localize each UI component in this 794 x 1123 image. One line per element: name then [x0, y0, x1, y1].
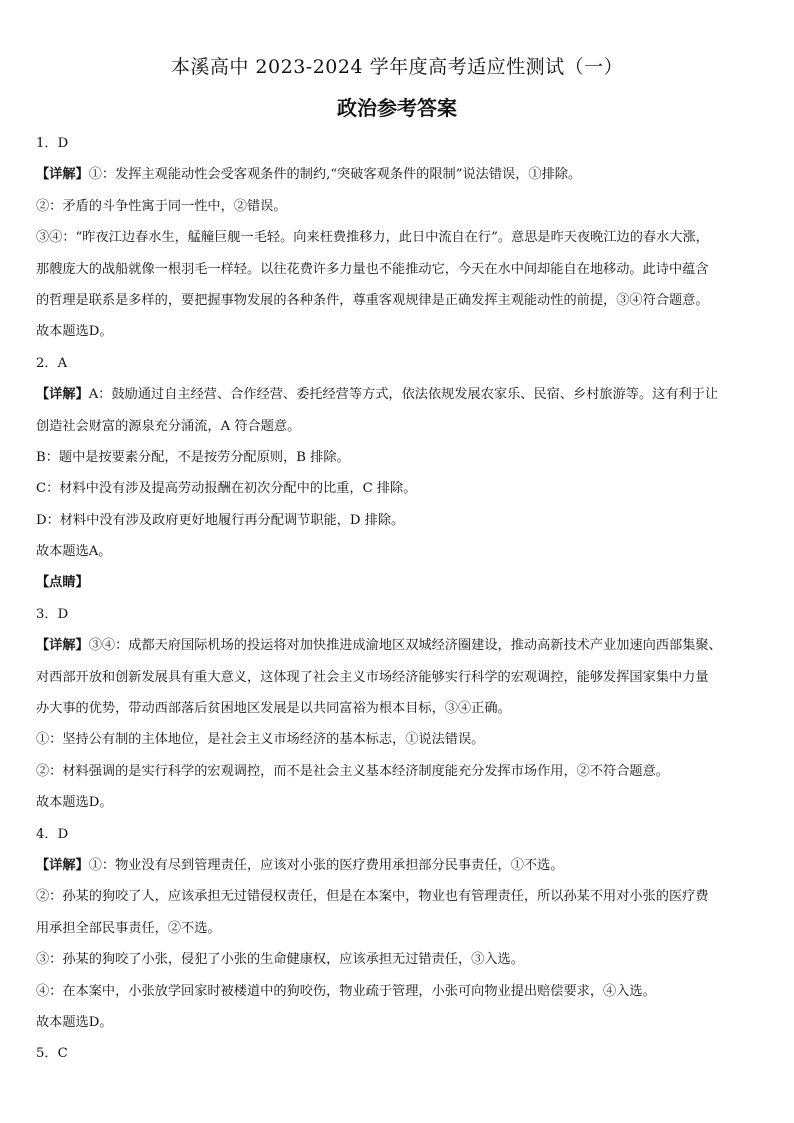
- answer-text: 2．A: [36, 355, 68, 371]
- answer-text: D：材料中没有涉及政府更好地履行再分配调节职能，D 排除。: [36, 512, 405, 528]
- answer-text: 故本题选A。: [36, 544, 112, 560]
- answer-line: [36, 881, 766, 912]
- answer-text: 4．D: [36, 826, 69, 842]
- answer-text: 办大事的优势，带动西部落后贫困地区发展是以共同富裕为根本目标，③④正确。: [36, 701, 511, 717]
- answer-text: 创造社会财富的源泉充分涌流，A 符合题意。: [36, 418, 301, 434]
- answer-line: [36, 159, 766, 190]
- answer-line: [36, 913, 766, 944]
- document-title: 本溪高中 2023-2024 学年度高考适应性测试（一）: [170, 56, 624, 78]
- answer-text: ③④：成都天府国际机场的投运将对加快推进成渝地区双城经济圈建设，推动高新技术产业加速向西部集聚、: [88, 638, 722, 654]
- answer-text: B：题中是按要素分配，不是按劳分配原则，B 排除。: [36, 449, 350, 465]
- answer-line: [36, 1007, 766, 1038]
- answer-line: [36, 473, 766, 504]
- answer-line: [36, 379, 766, 410]
- answer-line: [36, 536, 766, 567]
- detail-tag: 【详解】: [36, 857, 89, 873]
- answer-line: [36, 348, 766, 379]
- answer-text: ④：在本案中，小张放学回家时被楼道中的狗咬伤，物业疏于管理，小张可向物业提出赔偿要求，④入选。: [36, 983, 656, 999]
- detail-tag: 【详解】: [36, 387, 89, 403]
- answer-text: ①：发挥主观能动性会受客观条件的制约,“突破客观条件的限制”说法错误，①排除。: [88, 167, 582, 183]
- answer-line: [36, 316, 766, 347]
- answer-line: [36, 285, 766, 316]
- answer-text: ③：孙某的狗咬了小张，侵犯了小张的生命健康权，应该承担无过错责任，③入选。: [36, 952, 524, 968]
- answer-text: 的哲理是联系是多样的，要把握事物发展的各种条件，尊重客观规律是正确发挥主观能动性的前提，③④符合题意。: [36, 292, 709, 308]
- answer-line: [36, 599, 766, 630]
- answer-line: [36, 787, 766, 818]
- answer-line: [36, 662, 766, 693]
- answer-line: [36, 819, 766, 850]
- answer-text: ②：材料强调的是实行科学的宏观调控，而不是社会主义基本经济制度能充分发挥市场作用，②不符合题意。: [36, 763, 669, 779]
- answer-text: 那艘庞大的战船就像一根羽毛一样轻。以往花费许多力量也不能推动它，今天在水中间却能自在地移动。此诗中蕴含: [36, 261, 709, 277]
- answer-text: C：材料中没有涉及提高劳动报酬在初次分配中的比重，C 排除。: [36, 481, 417, 497]
- answer-line: [36, 944, 766, 975]
- answer-text: 用承担全部民事责任，②不选。: [36, 920, 221, 936]
- answer-text: A：鼓励通过自主经营、合作经营、委托经营等方式，依法依规发展农家乐、民宿、乡村旅游等。这有利于让: [88, 387, 719, 403]
- answer-line: [36, 254, 766, 285]
- answer-text: 故本题选D。: [36, 1014, 113, 1030]
- answer-line: [36, 693, 766, 724]
- detail-tag: 【点睛】: [36, 575, 89, 591]
- answer-line: [36, 567, 766, 598]
- detail-tag: 【详解】: [36, 638, 89, 654]
- answer-line: [36, 191, 766, 222]
- answer-line: [36, 756, 766, 787]
- answer-line: [36, 411, 766, 442]
- answer-line: [36, 724, 766, 755]
- answer-line: [36, 976, 766, 1007]
- answer-text: ②：矛盾的斗争性寓于同一性中，②错误。: [36, 198, 287, 214]
- answer-text: 故本题选D。: [36, 795, 113, 811]
- answer-line: [36, 850, 766, 881]
- answer-text: 1．D: [36, 136, 69, 151]
- answer-text: ②：孙某的狗咬了人，应该承担无过错侵权责任，但是在本案中，物业也有管理责任，所以孙某不用对小张的医疗费: [36, 889, 709, 905]
- answer-text: 故本题选D。: [36, 324, 113, 340]
- answer-line: [36, 505, 766, 536]
- answer-text: ①：物业没有尽到管理责任，应该对小张的医疗费用承担部分民事责任，①不选。: [88, 857, 564, 873]
- answer-line: [36, 222, 766, 253]
- answer-text: ③④：“昨夜江边春水生，艋艟巨舰一毛轻。向来枉费推移力，此日中流自在行”。意思是昨天夜晚江边的春水大涨，: [36, 230, 709, 246]
- document-subtitle: 政治参考答案: [337, 96, 457, 120]
- answer-body: [36, 128, 766, 1070]
- answer-text: ①：坚持公有制的主体地位，是社会主义市场经济的基本标志，①说法错误。: [36, 732, 485, 748]
- answer-text: 对西部开放和创新发展具有重大意义，这体现了社会主义市场经济能够实行科学的宏观调控，能够发挥国家集中力量: [36, 669, 709, 685]
- answer-text: 5．C: [36, 1046, 68, 1062]
- answer-line: [36, 630, 766, 661]
- detail-tag: 【详解】: [36, 167, 89, 183]
- answer-text: 3．D: [36, 606, 69, 622]
- answer-line: [36, 442, 766, 473]
- answer-line: [36, 1038, 766, 1069]
- answer-line: [36, 128, 766, 159]
